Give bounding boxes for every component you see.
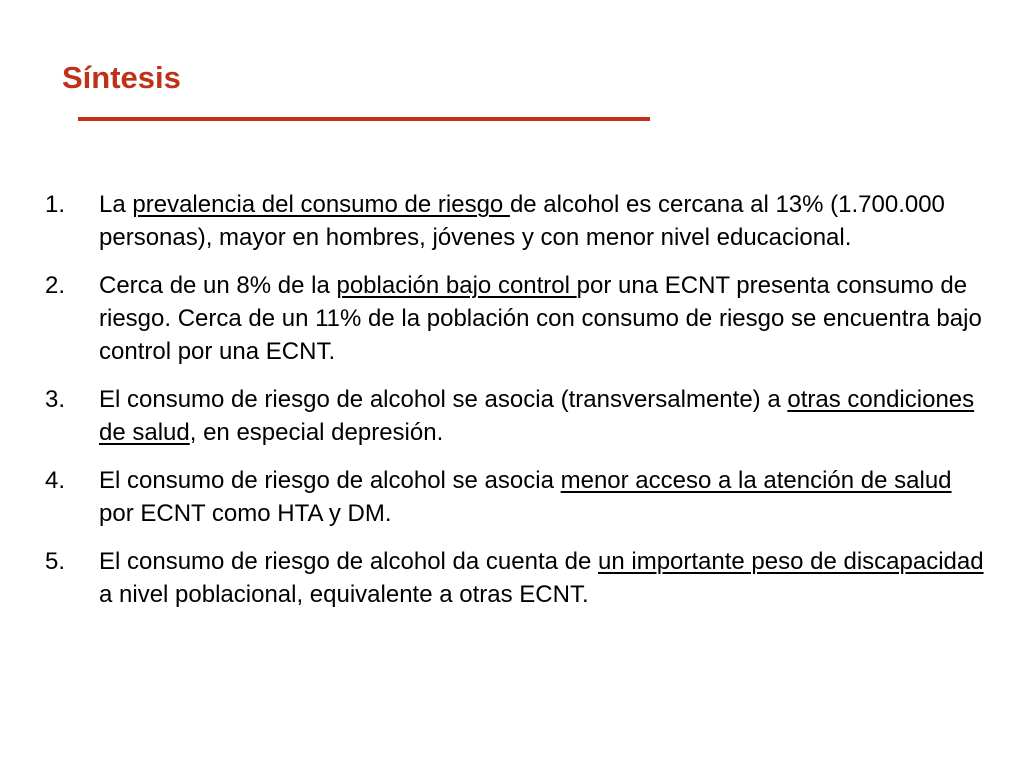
list-item-number: 4. bbox=[45, 467, 66, 494]
list-item-text: La bbox=[99, 191, 133, 218]
title-underline-rule bbox=[78, 117, 650, 121]
list-item bbox=[0, 383, 984, 449]
underlined-text: prevalencia del consumo de riesgo bbox=[132, 191, 510, 218]
list-item-text: El consumo de riesgo de alcohol se asocia bbox=[99, 467, 561, 494]
list-item-text: de alcohol es cercana al 13% (1.700.000 personas), mayor en hombres, jóvenes y con menor nivel educacional. bbox=[99, 191, 945, 251]
list-item-number: 2. bbox=[45, 272, 66, 299]
list-item-text: , en especial depresión. bbox=[189, 419, 444, 446]
underlined-text: un importante peso de discapacidad bbox=[598, 548, 984, 575]
list-item-text: a nivel poblacional, equivalente a otras ECNT. bbox=[99, 581, 589, 608]
summary-list bbox=[0, 188, 1024, 626]
list-item bbox=[0, 269, 984, 368]
underlined-text: otras condiciones de salud bbox=[99, 386, 975, 446]
slide-title: Síntesis bbox=[62, 60, 181, 95]
list-item-text: por una ECNT presenta consumo de riesgo. Cerca de un 11% de la población con consumo de riesgo se encuentra bajo control por una ECNT. bbox=[99, 272, 982, 365]
list-item-text: El consumo de riesgo de alcohol da cuenta de bbox=[99, 548, 598, 575]
list-item-text: por ECNT como HTA y DM. bbox=[99, 500, 392, 527]
list-item bbox=[0, 188, 984, 254]
underlined-text: menor acceso a la atención de salud bbox=[560, 467, 952, 494]
list-item-number: 1. bbox=[45, 191, 66, 218]
list-item-text: Cerca de un 8% de la bbox=[99, 272, 337, 299]
list-item bbox=[0, 545, 984, 611]
list-item bbox=[0, 464, 984, 530]
list-item-text: El consumo de riesgo de alcohol se asocia (transversalmente) a bbox=[99, 386, 788, 413]
underlined-text: población bajo control bbox=[336, 272, 577, 299]
list-item-number: 3. bbox=[45, 386, 66, 413]
list-item-number: 5. bbox=[45, 548, 66, 575]
